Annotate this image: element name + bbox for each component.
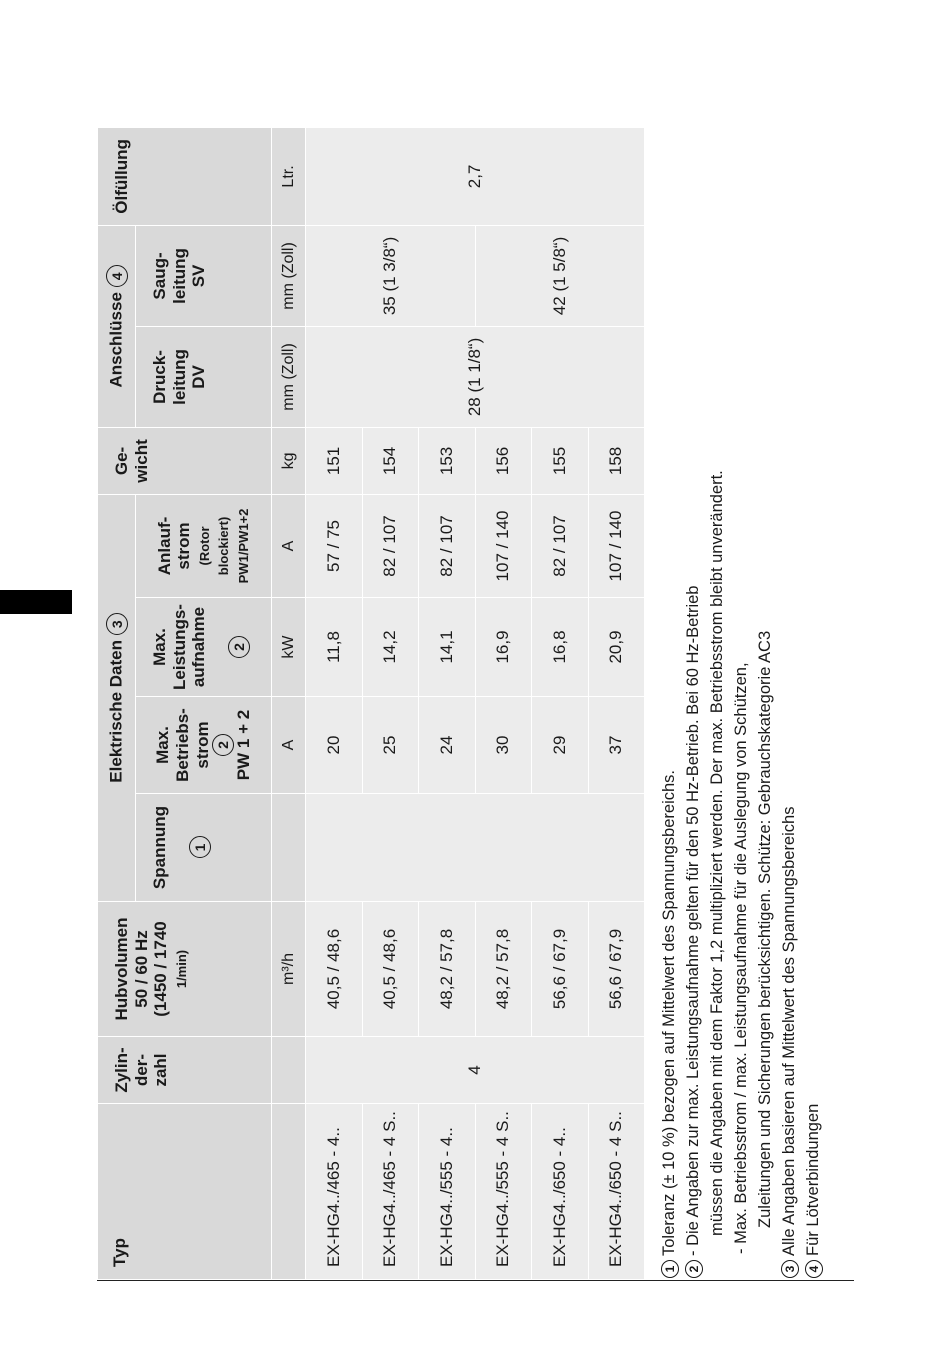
header-spannung: Spannung 1 [136,794,272,902]
table-row [306,127,363,1279]
cell-betriebsstrom: 29 [532,697,589,794]
cell-leistung: 14,2 [362,598,419,697]
footnote-2: 2- Die Angaben zur max. Leistungsaufnahme gelten für den 50 Hz-Betrieb. Bei 60 Hz-Betrieb [681,128,705,1278]
section-tab-marker [0,590,72,614]
footnotes [657,128,825,1278]
footnote-marker-4: 4 [805,1260,823,1278]
cell-oelfuellung: 2,7 [306,127,645,225]
unit-oelfuellung: Ltr. [272,127,306,225]
header-druckleitung: Druck- leitung DV [136,326,272,427]
cell-typ: EX-HG4../555 - 4.. [419,1104,476,1280]
footnote-marker-3: 3 [781,1260,799,1278]
cell-leistung: 20,9 [588,598,645,697]
cell-anlaufstrom: 57 / 75 [306,494,363,597]
unit-betriebsstrom: A [272,697,306,794]
unit-saugleitung: mm (Zoll) [272,225,306,326]
cell-hubvolumen: 56,6 / 67,9 [532,902,589,1037]
footnote-ref-4: 4 [106,265,128,287]
cell-hubvolumen: 48,2 / 57,8 [419,902,476,1037]
cell-typ: EX-HG4../465 - 4.. [306,1104,363,1280]
cell-betriebsstrom: 30 [475,697,532,794]
footnote-2-line-3: - Max. Betriebsstrom / max. Leistungsaufnahme für die Auslegung von Schützen, [732,662,750,1254]
footnote-3: 3Alle Angaben basieren auf Mittelwert des Spannungsbereichs [777,128,801,1278]
unit-leistung: kW [272,598,306,697]
footnote-marker-2: 2 [685,1260,703,1278]
footnote-4: 4Für Lötverbindungen [801,128,825,1278]
footnote-ref-1: 1 [189,837,211,859]
cell-druckleitung: 28 (1 1/8“) [306,326,645,427]
table-row [475,127,532,1279]
unit-gewicht: kg [272,427,306,494]
cell-leistung: 14,1 [419,598,476,697]
header-elektrische-daten: Elektrische Daten 3 [98,494,136,901]
cell-leistung: 16,8 [532,598,589,697]
rotated-spec-sheet [97,128,837,1280]
cell-anlaufstrom: 82 / 107 [362,494,419,597]
unit-typ [272,1104,306,1280]
unit-zylinder [272,1037,306,1104]
cell-hubvolumen: 40,5 / 48,6 [306,902,363,1037]
cell-leistung: 11,8 [306,598,363,697]
cell-hubvolumen: 56,6 / 67,9 [588,902,645,1037]
cell-hubvolumen: 48,2 / 57,8 [475,902,532,1037]
cell-saugleitung: 35 (1 3/8“) [306,225,476,326]
header-zylinderzahl: Zylin- der- zahl [98,1037,272,1104]
cell-anlaufstrom: 107 / 140 [588,494,645,597]
unit-anlaufstrom: A [272,494,306,597]
footnote-ref-2: 2 [228,636,250,658]
footnote-2-line-4: Zuleitungen und Sicherungen berücksichtigen. Schütze: Gebrauchskategorie AC3 [756,630,774,1228]
cell-anlaufstrom: 107 / 140 [475,494,532,597]
cell-gewicht: 155 [532,427,589,494]
cell-gewicht: 154 [362,427,419,494]
cell-betriebsstrom: 25 [362,697,419,794]
header-betriebsstrom: Max. Betriebs- strom 2 PW 1 + 2 [136,697,272,794]
cell-typ: EX-HG4../465 - 4 S.. [362,1104,419,1280]
header-anschluesse: Anschlüsse 4 [98,225,136,427]
cell-gewicht: 158 [588,427,645,494]
unit-spannung [272,794,306,902]
header-gewicht: Ge- wicht [98,427,272,494]
cell-gewicht: 156 [475,427,532,494]
header-oelfuellung: Ölfüllung [98,127,272,225]
cell-betriebsstrom: 20 [306,697,363,794]
footnote-ref-3: 3 [106,613,128,635]
footnote-1: 1Toleranz (± 10 %) bezogen auf Mittelwert des Spannungsbereichs. [657,128,681,1278]
header-saugleitung: Saug- leitung SV [136,225,272,326]
cell-spannung [306,794,645,902]
header-anlaufstrom: Anlauf- strom (Rotor blockiert) PW1/PW1+2 [136,494,272,597]
cell-leistung: 16,9 [475,598,532,697]
cell-gewicht: 153 [419,427,476,494]
bottom-rule [97,1280,854,1281]
cell-zylinderzahl: 4 [306,1037,645,1104]
spec-table [97,127,645,1280]
cell-hubvolumen: 40,5 / 48,6 [362,902,419,1037]
cell-typ: EX-HG4../650 - 4.. [532,1104,589,1280]
unit-druckleitung: mm (Zoll) [272,326,306,427]
cell-betriebsstrom: 37 [588,697,645,794]
cell-typ: EX-HG4../555 - 4 S.. [475,1104,532,1280]
footnote-marker-1: 1 [661,1260,679,1278]
cell-betriebsstrom: 24 [419,697,476,794]
cell-anlaufstrom: 82 / 107 [419,494,476,597]
footnote-ref-2: 2 [212,734,234,756]
footnote-2-line-2: müssen die Angaben mit dem Faktor 1,2 multipliziert werden. Der max. Betriebsstrom bleibt unverändert. [708,470,726,1236]
cell-typ: EX-HG4../650 - 4 S.. [588,1104,645,1280]
header-leistungsaufnahme: Max. Leistungs- aufnahme 2 [136,598,272,697]
cell-anlaufstrom: 82 / 107 [532,494,589,597]
header-typ: Typ [98,1104,272,1280]
unit-hubvolumen: m³/h [272,902,306,1037]
cell-saugleitung: 42 (1 5/8“) [475,225,645,326]
cell-gewicht: 151 [306,427,363,494]
header-hubvolumen: Hubvolumen 50 / 60 Hz (1450 / 1740 1/min) [98,902,272,1037]
